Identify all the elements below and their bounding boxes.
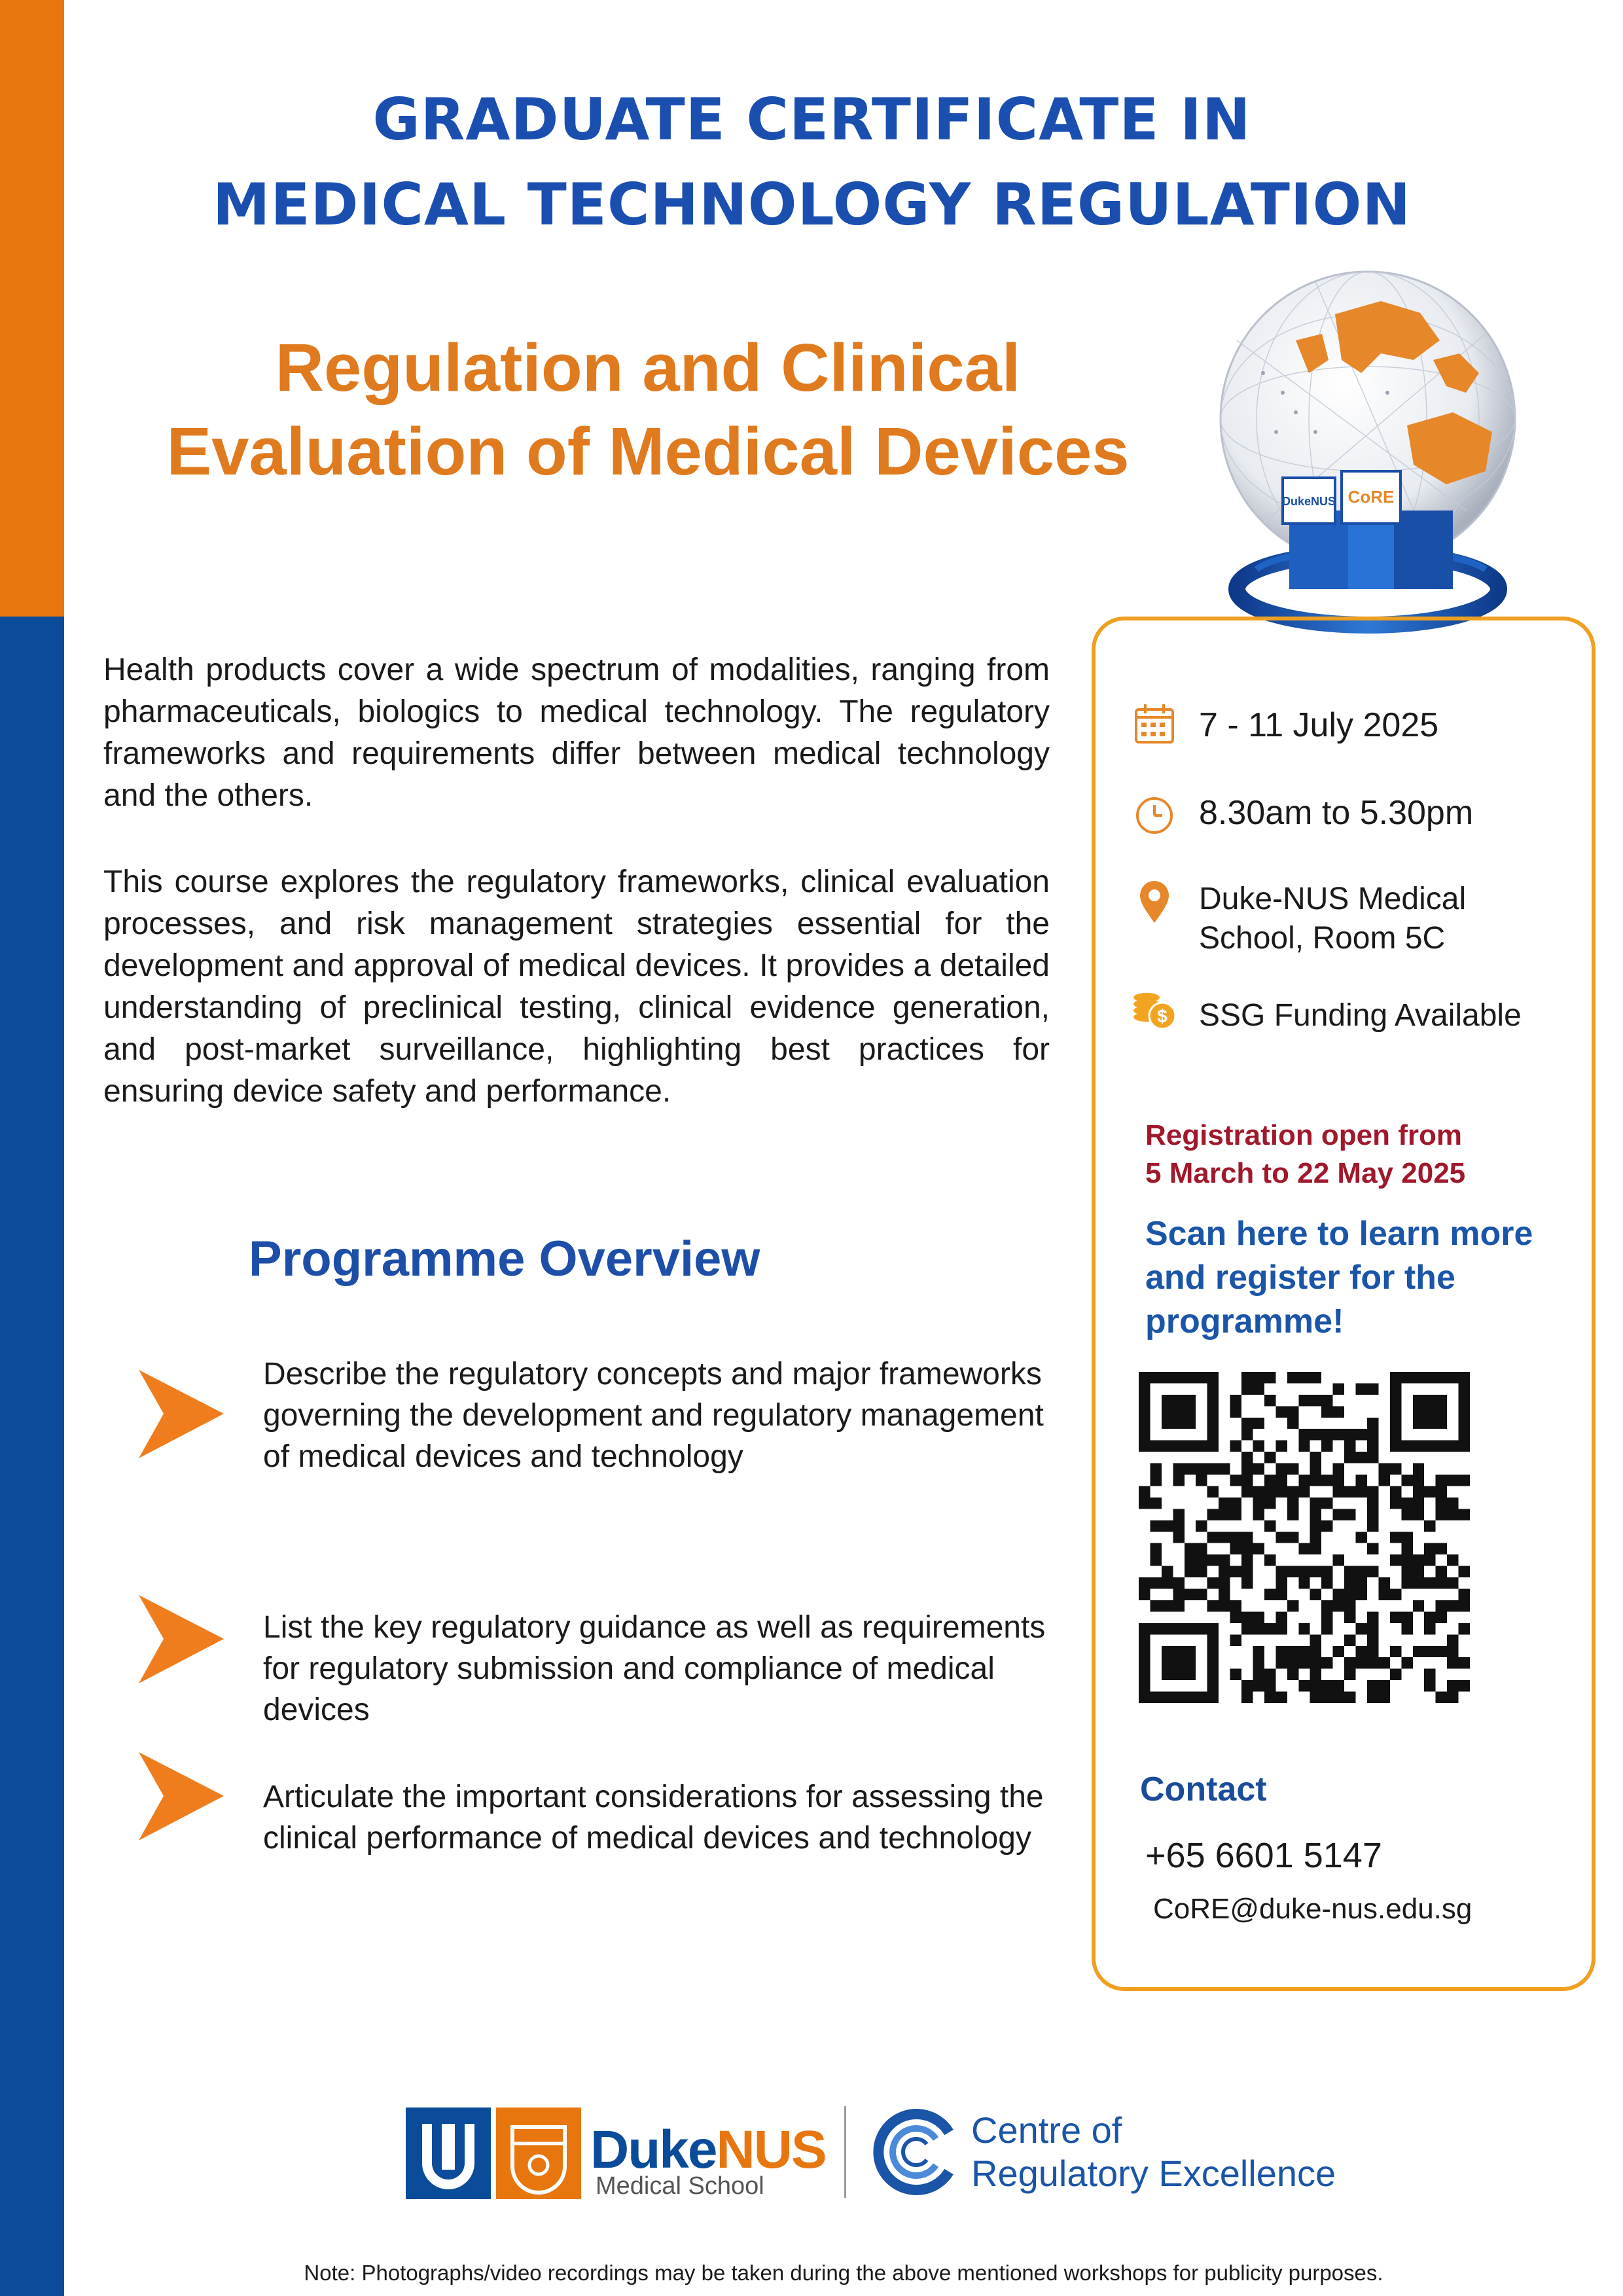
page-title (64, 77, 1560, 247)
registration-qr-code[interactable] (1139, 1372, 1470, 1703)
overview-item: Describe the regulatory concepts and major frameworks governing the development and regulatory management of medical devices and technology (263, 1357, 1044, 1474)
contact-email[interactable]: CoRE@duke-nus.edu.sg (1153, 1893, 1472, 1925)
course-date: 7 - 11 July 2025 (1199, 706, 1439, 744)
funding-info: SSG Funding Available (1199, 998, 1522, 1033)
course-time: 8.30am to 5.30pm (1199, 794, 1474, 832)
course-subtitle (79, 326, 1217, 493)
subtitle-line-1: Regulation and Clinical (275, 330, 1021, 405)
subtitle-line-2: Evaluation of Medical Devices (166, 414, 1130, 489)
scan-line-1: Scan here to learn more (1145, 1215, 1533, 1253)
calendar-icon (1131, 700, 1178, 747)
globe-badge-right: CoRE (1347, 487, 1395, 507)
globe-illustration (1185, 262, 1551, 668)
scan-line-2: and register for the (1145, 1259, 1455, 1297)
location-line-1: Duke-NUS Medical (1199, 882, 1467, 916)
arrow-bullet-icon (139, 1370, 224, 1458)
svg-text:$: $ (1157, 1006, 1168, 1026)
duke-name-part2: NUS (716, 2120, 826, 2179)
overview-item: Articulate the important considerations for assessing the clinical performance of medical devices and technology (263, 1780, 1044, 1856)
location-pin-icon (1131, 878, 1178, 925)
overview-item: List the key regulatory guidance as well as requirements for regulatory submission and compliance of medical devices (263, 1610, 1046, 1727)
programme-overview-heading: Programme Overview (249, 1231, 760, 1287)
left-bar-orange (0, 0, 64, 617)
core-line-2: Regulatory Excellence (971, 2153, 1336, 2194)
contact-label: Contact (1140, 1770, 1267, 1808)
logo-divider (844, 2106, 846, 2198)
core-logo-icon (870, 2106, 962, 2198)
publicity-note: Note: Photographs/video recordings may be taken during the above mentioned workshops for publicity purposes. (304, 2261, 1383, 2285)
core-line-1: Centre of (971, 2109, 1122, 2151)
clock-icon (1131, 791, 1178, 838)
registration-period (1145, 1117, 1564, 1193)
scan-line-3: programme! (1145, 1302, 1344, 1340)
title-line-2: MEDICAL TECHNOLOGY REGULATION (212, 171, 1412, 238)
coins-icon (1131, 987, 1178, 1034)
svg-text:DukeNUS (590, 2120, 826, 2179)
duke-sub-label: Medical School (596, 2172, 764, 2200)
location-line-2: School, Room 5C (1199, 921, 1446, 956)
arrow-bullet-icon (139, 1752, 224, 1840)
core-logo-text (971, 2109, 1336, 2195)
duke-name-part1: Duke (590, 2120, 717, 2179)
intro-paragraph-1: Health products cover a wide spectrum of modalities, ranging from pharmaceuticals, biologics to medical technology. The regulatory frameworks and requirements differ between medical technology and the others. (103, 653, 1050, 813)
registration-line-1: Registration open from (1145, 1119, 1463, 1151)
intro-paragraph-2: This course explores the regulatory frameworks, clinical evaluation processes, and risk management strategies essential for the development and approval of medical devices. It provides a detailed understanding of preclinical testing, clinical evidence generation, and post-market surveillance, highlighting best practices for ensuring device safety and performance. (103, 865, 1050, 1109)
left-bar-blue (0, 617, 64, 2296)
globe-badge-left: DukeNUS (1281, 495, 1336, 508)
title-line-1: GRADUATE CERTIFICATE IN (372, 86, 1251, 153)
course-location (1199, 880, 1466, 958)
arrow-bullet-icon (139, 1595, 224, 1683)
registration-line-2: 5 March to 22 May 2025 (1145, 1157, 1466, 1189)
duke-nus-logo (406, 2108, 826, 2200)
contact-phone[interactable]: +65 6601 5147 (1145, 1836, 1382, 1875)
scan-prompt (1145, 1212, 1564, 1344)
